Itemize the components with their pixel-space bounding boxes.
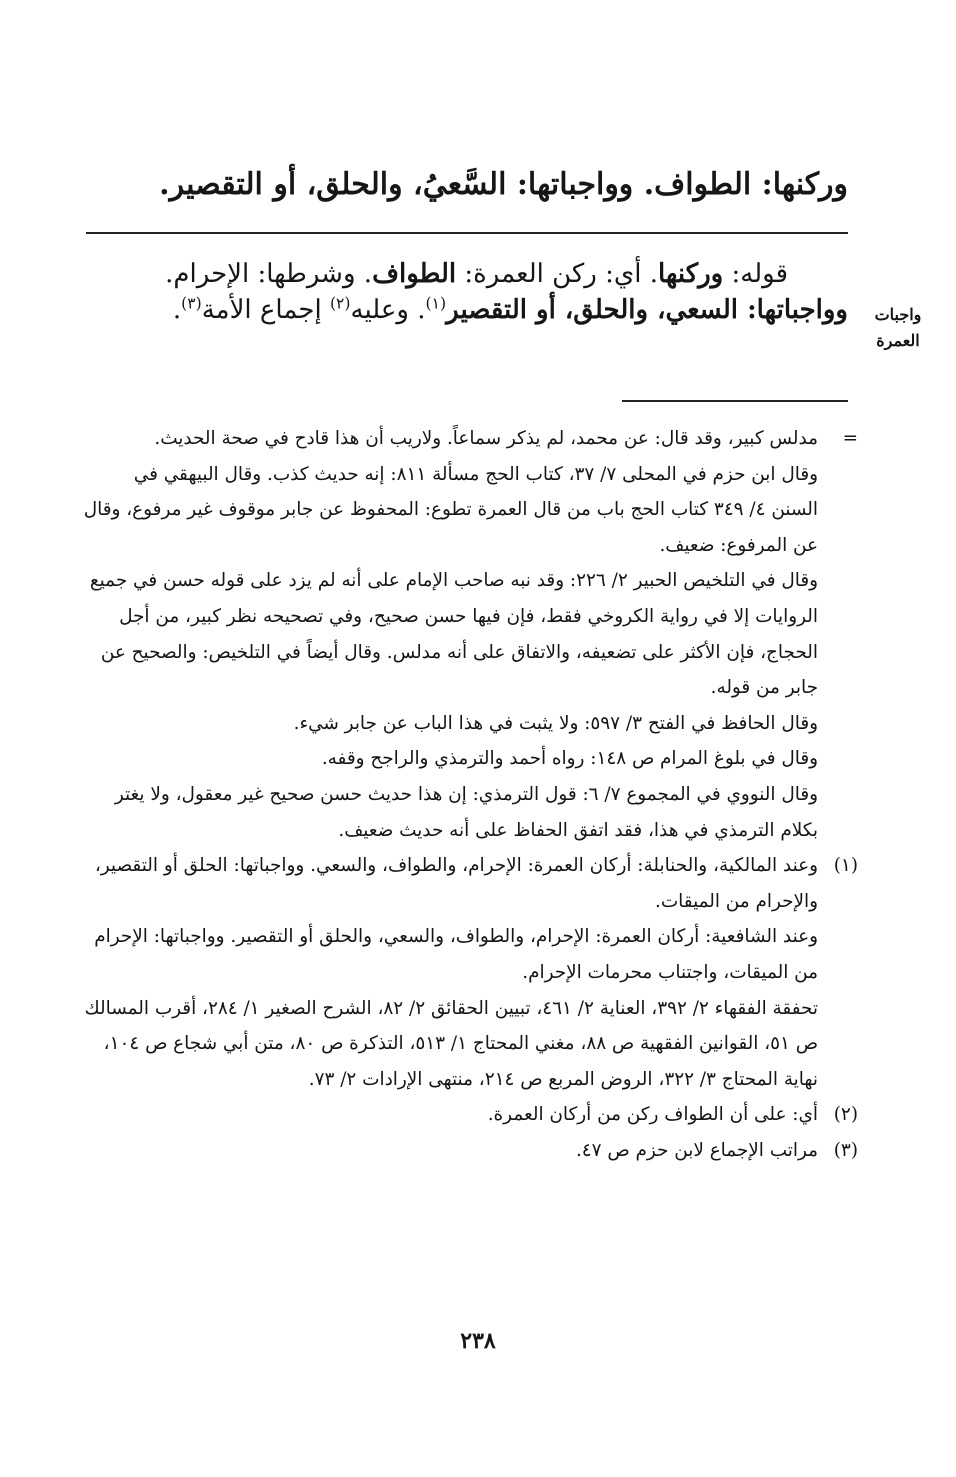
page-number: ٢٣٨ xyxy=(460,1328,496,1354)
footnote-paragraph: وقال في التلخيص الحبير ٢/ ٢٢٦: وقد نبه صاحب الإمام على أنه لم يزد على قوله حسن في جميع الروايات إلا في رواية الكروخي فقط، فإن فيها حسن صحيح، وفي تصحيحه نظر كبير، من أجل الحجاج، فإن الأكثر على تضعيفه، والاتفاق على أنه مدلس. وقال أيضاً في التلخيص: والصحيح عن جابر من قوله. xyxy=(89,570,818,699)
footnote-continuation xyxy=(83,421,858,848)
footnote-paragraph: وقال ابن حزم في المحلى ٧/ ٣٧، كتاب الحج مسألة ٨١١: إنه حديث كذب. وقال البيهقي في السنن ٤/ ٣٤٩ كتاب الحج باب من قال العمرة تطوع: المحفوظ عن جابر موقوف غير مرفوع، وقال عن المرفوع: ضعيف. xyxy=(83,463,818,556)
footnote-body xyxy=(83,421,818,848)
footnote-ref-2[interactable]: (٢) xyxy=(329,294,351,313)
footnote-2-mark: (٢) xyxy=(833,1104,858,1126)
footnotes xyxy=(83,421,858,1168)
sharh-text: . وشرطها: الإحرام. xyxy=(165,259,373,289)
footnote-paragraph: وقال في بلوغ المرام ص ١٤٨: رواه أحمد والترمذي والراجح وقفه. xyxy=(321,748,818,770)
footnote-body xyxy=(83,1133,818,1169)
sharh-text: . وعليه xyxy=(350,295,426,325)
margin-note xyxy=(858,302,938,354)
footnote-ref-3[interactable]: (٣) xyxy=(181,294,202,313)
matn-text xyxy=(88,165,848,205)
footnote-1-mark: (١) xyxy=(833,855,858,877)
footnote-paragraph: وعند المالكية، والحنابلة: أركان العمرة: الإحرام، والطواف، والسعي. وواجباتها: الحلق أو التقصير، والإحرام من الميقات. xyxy=(94,855,818,912)
footnote-paragraph: وقال النووي في المجموع ٧/ ٦: قول الترمذي: إن هذا حديث حسن صحيح غير معقول، ولا يغتر بكلام الترمذي في هذا، فقد اتفق الحفاظ على أنه حديث ضعيف. xyxy=(114,783,818,841)
footnote-divider xyxy=(622,400,848,402)
footnote-paragraph: أي: على أن الطواف ركن من أركان العمرة. xyxy=(487,1104,818,1126)
footnote-3-mark: (٣) xyxy=(833,1139,858,1161)
keyword-wajibat: وواجباتها: السعي، والحلق، أو التقصير xyxy=(446,295,848,325)
footnote-body xyxy=(83,848,818,1097)
footnote-paragraph: تحفقة الفقهاء ٢/ ٣٩٢، العناية ٢/ ٤٦١، تبيين الحقائق ٢/ ٨٢، الشرح الصغير ١/ ٢٨٤، أقرب المسالك ص ٥١، القوانين الفقهية ص ٨٨، مغني المحتاج ١/ ٥١٣، التذكرة ص ٨٠، متن أبي شجاع ص ١٠٤، نهاية المحتاج ٣/ ٣٢٢، الروض المربع ص ٢١٤، منتهى الإرادات ٢/ ٧٣. xyxy=(84,997,818,1090)
footnote-body xyxy=(83,1097,818,1133)
footnote-2 xyxy=(83,1097,858,1133)
sharh-commentary xyxy=(86,256,848,328)
footnote-paragraph: مدلس كبير، وقد قال: عن محمد، لم يذكر سماعاً. ولاريب أن هذا قادح في صحة الحديث. xyxy=(154,428,818,449)
footnote-1 xyxy=(83,848,858,1097)
sharh-line-2 xyxy=(86,292,848,328)
top-divider xyxy=(86,232,848,234)
sharh-intro: قوله: xyxy=(731,259,788,289)
sharh-text: إجماع الأمة xyxy=(201,295,330,325)
keyword-rukn: وركنها xyxy=(658,259,724,289)
footnote-ref-1[interactable]: (١) xyxy=(425,294,447,313)
matn-line: وركنها: الطواف. وواجباتها: السَّعيُ، والحلق، أو التقصير. xyxy=(159,167,848,202)
sharh-text: . xyxy=(172,295,182,325)
margin-note-line-2: العمرة xyxy=(876,331,920,350)
margin-note-line-1: واجبات xyxy=(874,305,922,324)
footnote-3 xyxy=(83,1133,858,1169)
footnote-paragraph: وعند الشافعية: أركان العمرة: الإحرام، والطواف، والسعي، والحلق أو التقصير. وواجباتها: الإحرام من الميقات، واجتناب محرمات الإحرام. xyxy=(94,926,818,983)
sharh-line-1 xyxy=(86,256,848,292)
keyword-tawaf: الطواف xyxy=(372,259,457,289)
continuation-mark: = xyxy=(842,428,858,449)
sharh-text: . أي: ركن العمرة: xyxy=(464,259,658,289)
footnote-paragraph: مراتب الإجماع لابن حزم ص ٤٧. xyxy=(575,1139,818,1161)
footnote-paragraph: وقال الحافظ في الفتح ٣/ ٥٩٧: ولا يثبت في هذا الباب عن جابر شيء. xyxy=(293,712,818,734)
